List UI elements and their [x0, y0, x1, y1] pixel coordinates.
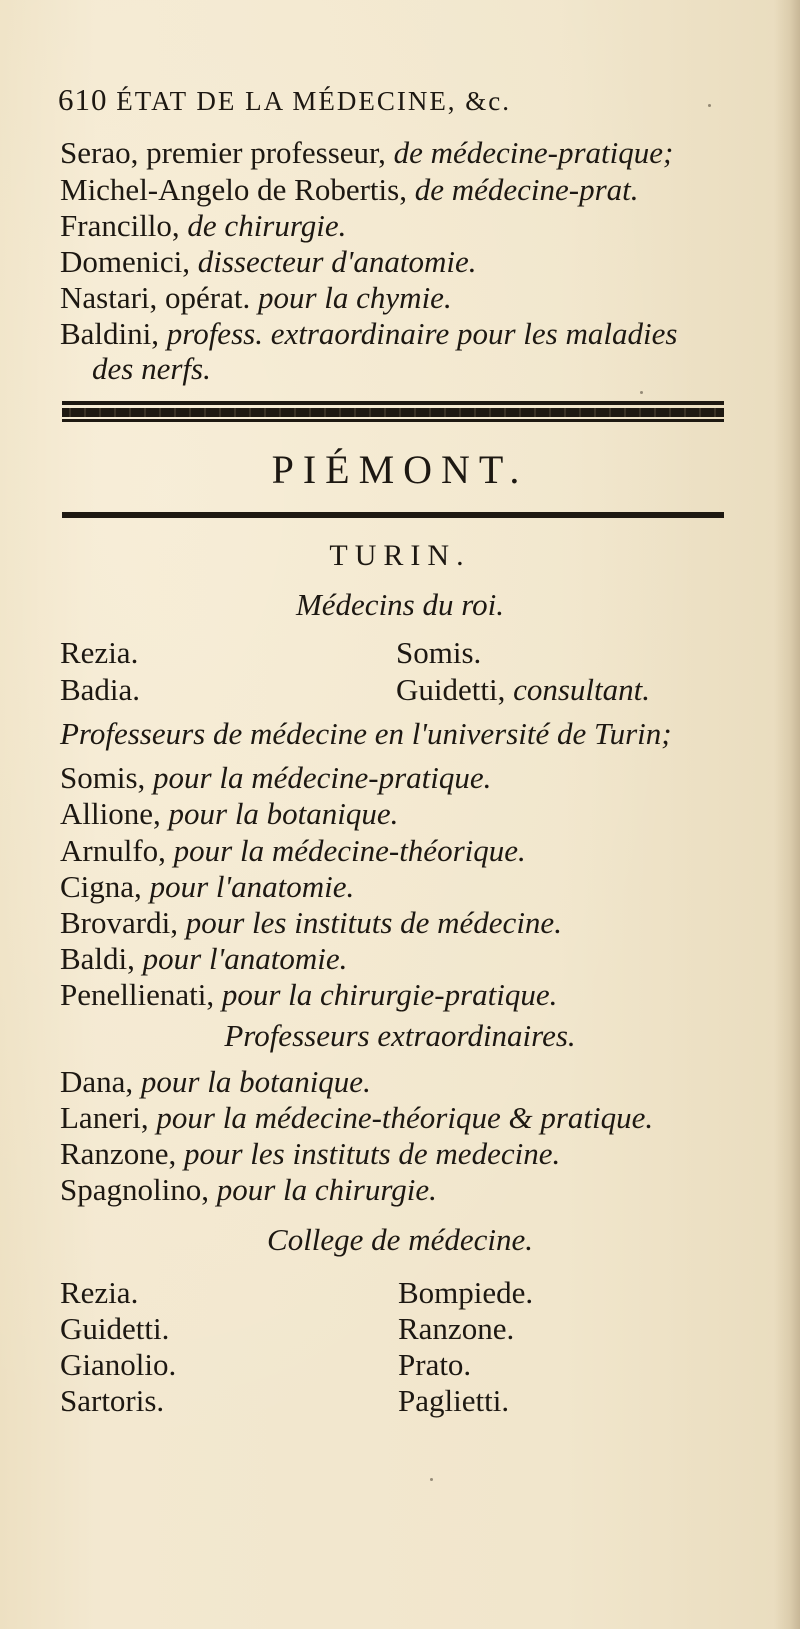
list-item: Gianolio. [60, 1347, 177, 1382]
entry-line [60, 905, 562, 941]
list-item: Paglietti. [398, 1383, 510, 1418]
entry-name: Somis. [396, 635, 482, 670]
entry-name: Allione, [60, 796, 169, 831]
entry-name: Serao, premier professeur, [60, 135, 394, 170]
page-edge-shadow [774, 0, 800, 1629]
entry-line [60, 1100, 653, 1136]
entry-name: Penellienati, [60, 977, 222, 1012]
entry-name: Baldini, [60, 316, 167, 351]
entry-name: Spagnolino, [60, 1172, 217, 1207]
entry-role: profess. extraordinaire pour les maladies [166, 316, 678, 351]
entry-line [60, 172, 639, 208]
entry-line [60, 941, 347, 977]
entry-role: de chirurgie. [187, 208, 347, 243]
entry-role: pour la chirurgie-pratique. [221, 977, 558, 1012]
entry-role: dissecteur d'anatomie. [197, 244, 477, 279]
list-item: Ranzone. [398, 1311, 515, 1346]
entry-line [60, 1136, 560, 1172]
entry-name: Baldi, [60, 941, 143, 976]
list-item [396, 672, 650, 708]
subsection-heading: Médecins du roi. [295, 587, 505, 622]
list-item: Prato. [398, 1347, 472, 1382]
entry-line [60, 977, 557, 1013]
entry-name: Francillo, [60, 208, 188, 243]
page-number: 610 [58, 82, 108, 117]
entry-line [60, 208, 346, 244]
subsection-heading: College de médecine. [267, 1222, 533, 1257]
entry-continuation: des nerfs. [92, 351, 211, 386]
list-item [396, 635, 481, 671]
city-heading: TURIN. [329, 539, 471, 572]
entry-name: Michel-Angelo de Robertis, [60, 172, 415, 207]
entry-role: pour la médecine-théorique. [173, 833, 526, 868]
entry-role: pour l'anatomie. [142, 941, 348, 976]
entry-role: pour la médecine-pratique. [153, 760, 492, 795]
entry-role: consultant. [513, 672, 651, 707]
entry-line [60, 869, 354, 905]
list-item: Rezia. [60, 1275, 139, 1310]
entry-line [60, 1172, 437, 1208]
entry-role: de médecine-prat. [414, 172, 639, 207]
list-item: Badia. [60, 672, 141, 707]
entry-name: Brovardi, [60, 905, 186, 940]
entry-role: pour les instituts de medecine. [183, 1136, 561, 1171]
entry-name: Domenici, [60, 244, 198, 279]
entry-role: de médecine-pratique; [393, 135, 674, 170]
list-item: Sartoris. [60, 1383, 165, 1418]
list-item: Bompiede. [398, 1275, 534, 1310]
entry-role: pour la botanique. [140, 1064, 371, 1099]
entry-name: Arnulfo, [60, 833, 174, 868]
entry-name: Dana, [60, 1064, 141, 1099]
entry-role: pour l'anatomie. [149, 869, 355, 904]
entry-name: Somis, [60, 760, 154, 795]
ornamental-double-rule [62, 401, 724, 423]
entry-name: Guidetti, [396, 672, 514, 707]
entry-name: Cigna, [60, 869, 150, 904]
entry-line [60, 316, 677, 352]
entry-name: Ranzone, [60, 1136, 184, 1171]
entry-line [60, 796, 398, 832]
entry-name: Laneri, [60, 1100, 157, 1135]
entry-role: pour la botanique. [168, 796, 399, 831]
entry-line [60, 135, 673, 171]
entry-role: pour les instituts de médecine. [185, 905, 562, 940]
subsection-heading: Professeurs extraordinaires. [224, 1018, 576, 1053]
entry-role: pour la chirurgie. [216, 1172, 437, 1207]
list-item: Rezia. [60, 635, 139, 670]
entry-role: pour la chymie. [257, 280, 452, 315]
entry-name: Nastari, opérat. [60, 280, 258, 315]
list-item: Guidetti. [60, 1311, 170, 1346]
running-header [58, 82, 511, 119]
entry-line [60, 244, 476, 280]
entry-line [60, 1064, 371, 1100]
entry-role: pour la médecine-théorique & pratique. [156, 1100, 654, 1135]
entry-line [60, 760, 491, 796]
entry-line [60, 280, 452, 316]
subsection-heading: Professeurs de médecine en l'université de Turin; [60, 716, 672, 751]
entry-line [60, 833, 526, 869]
section-title: PIÉMONT. [271, 447, 529, 492]
section-rule [62, 512, 724, 518]
running-title: ÉTAT DE LA MÉDECINE, &c. [116, 86, 512, 116]
